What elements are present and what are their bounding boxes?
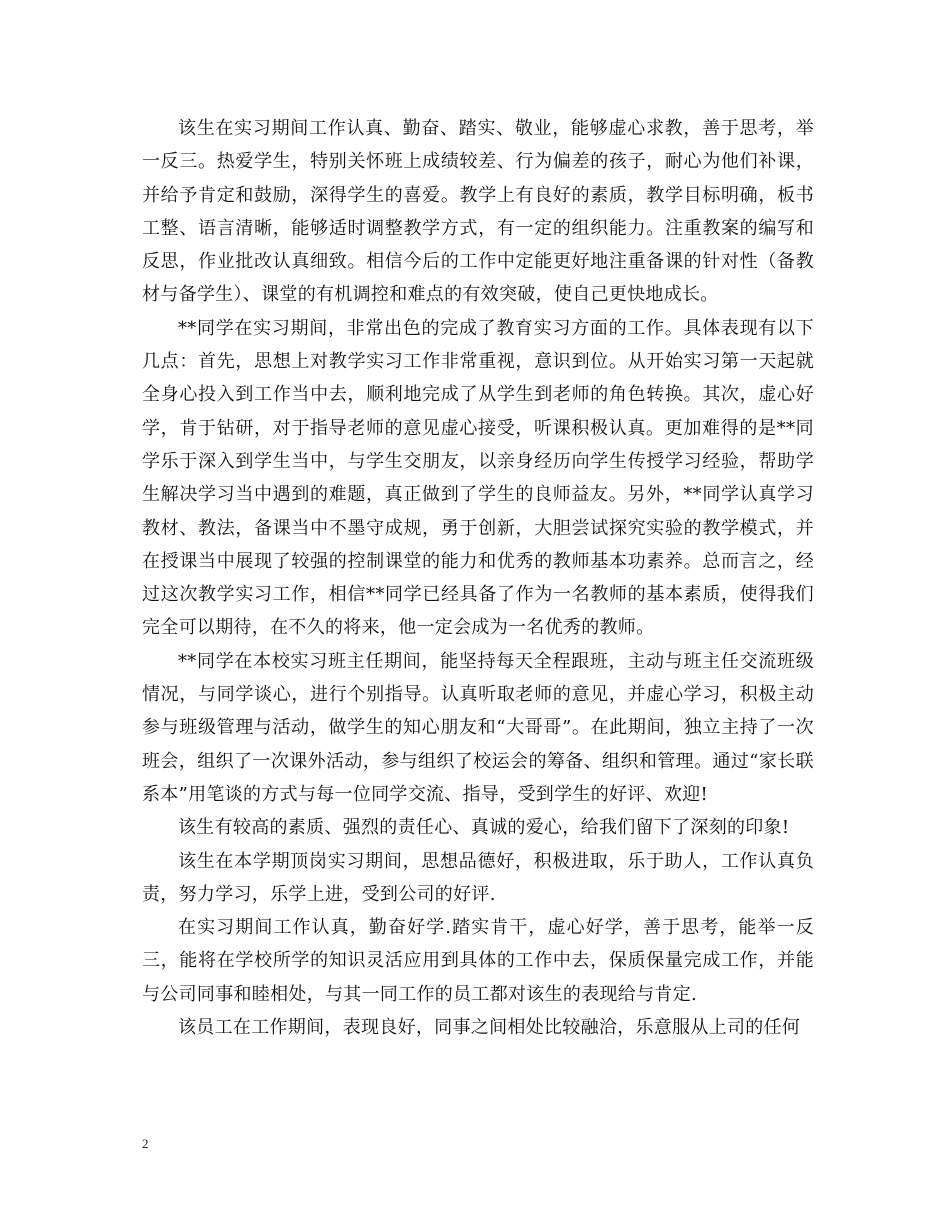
paragraph-1: 该生在实习期间工作认真、勤奋、踏实、敬业，能够虚心求教，善于思考，举一反三。热爱学生，特别关怀班上成绩较差、行为偏差的孩子，耐心为他们补课，并给予肯定和鼓励，深得学生的喜爱。教学上有良好的素质，教学目标明确，板书工整、语言清晰，能够适时调整教学方式，有一定的组织能力。注重教案的编写和反思，作业批改认真细致。相信今后的工作中定能更好地注重备课的针对性（备教材与备学生）、课堂的有机调控和难点的有效突破，使自己更快地成长。 (142, 118, 814, 306)
paragraph-3: **同学在本校实习班主任期间，能坚持每天全程跟班，主动与班主任交流班级情况，与同学谈心，进行个别指导。认真听取老师的意见，并虚心学习，积极主动参与班级管理与活动，做学生的知心朋友和“大哥哥”。在此期间，独立主持了一次班会，组织了一次课外活动，参与组织了校运会的筹备、组织和管理。通过“家长联系本”用笔谈的方式与每一位同学交流、指导，受到学生的好评、欢迎! (142, 650, 814, 805)
paragraph-5: 该生在本学期顶岗实习期间，思想品德好，积极进取，乐于助人，工作认真负责，努力学习，乐学上进，受到公司的好评. (142, 850, 814, 905)
paragraph-7: 该员工在工作期间，表现良好，同事之间相处比较融洽，乐意服从上司的任何 (178, 1017, 801, 1039)
paragraph-4: 该生有较高的素质、强烈的责任心、真诚的爱心，给我们留下了深刻的印象! (178, 817, 790, 839)
page-number: 2 (142, 1136, 149, 1151)
paragraph-2: **同学在实习期间，非常出色的完成了教育实习方面的工作。具体表现有以下几点：首先，思想上对教学实习工作非常重视，意识到位。从开始实习第一天起就全身心投入到工作当中去，顺利地完成了从学生到老师的角色转换。其次，虚心好学，肯于钻研，对于指导老师的意见虚心接受，听课积极认真。更加难得的是**同学乐于深入到学生当中，与学生交朋友，以亲身经历向学生传授学习经验，帮助学生解决学习当中遇到的难题，真正做到了学生的良师益友。另外，**同学认真学习教材、教法，备课当中不墨守成规，勇于创新，大胆尝试探究实验的教学模式，并在授课当中展现了较强的控制课堂的能力和优秀的教师基本功素养。总而言之，经过这次教学实习工作，相信**同学已经具备了作为一名教师的基本素质，使得我们完全可以期待，在不久的将来，他一定会成为一名优秀的教师。 (142, 317, 814, 639)
paragraph-6: 在实习期间工作认真，勤奋好学.踏实肯干，虚心好学，善于思考，能举一反三，能将在学校所学的知识灵活应用到具体的工作中去，保质保量完成工作，并能与公司同事和睦相处，与其一同工作的员工都对该生的表现给与肯定. (142, 917, 814, 1005)
document-body (142, 112, 814, 1044)
